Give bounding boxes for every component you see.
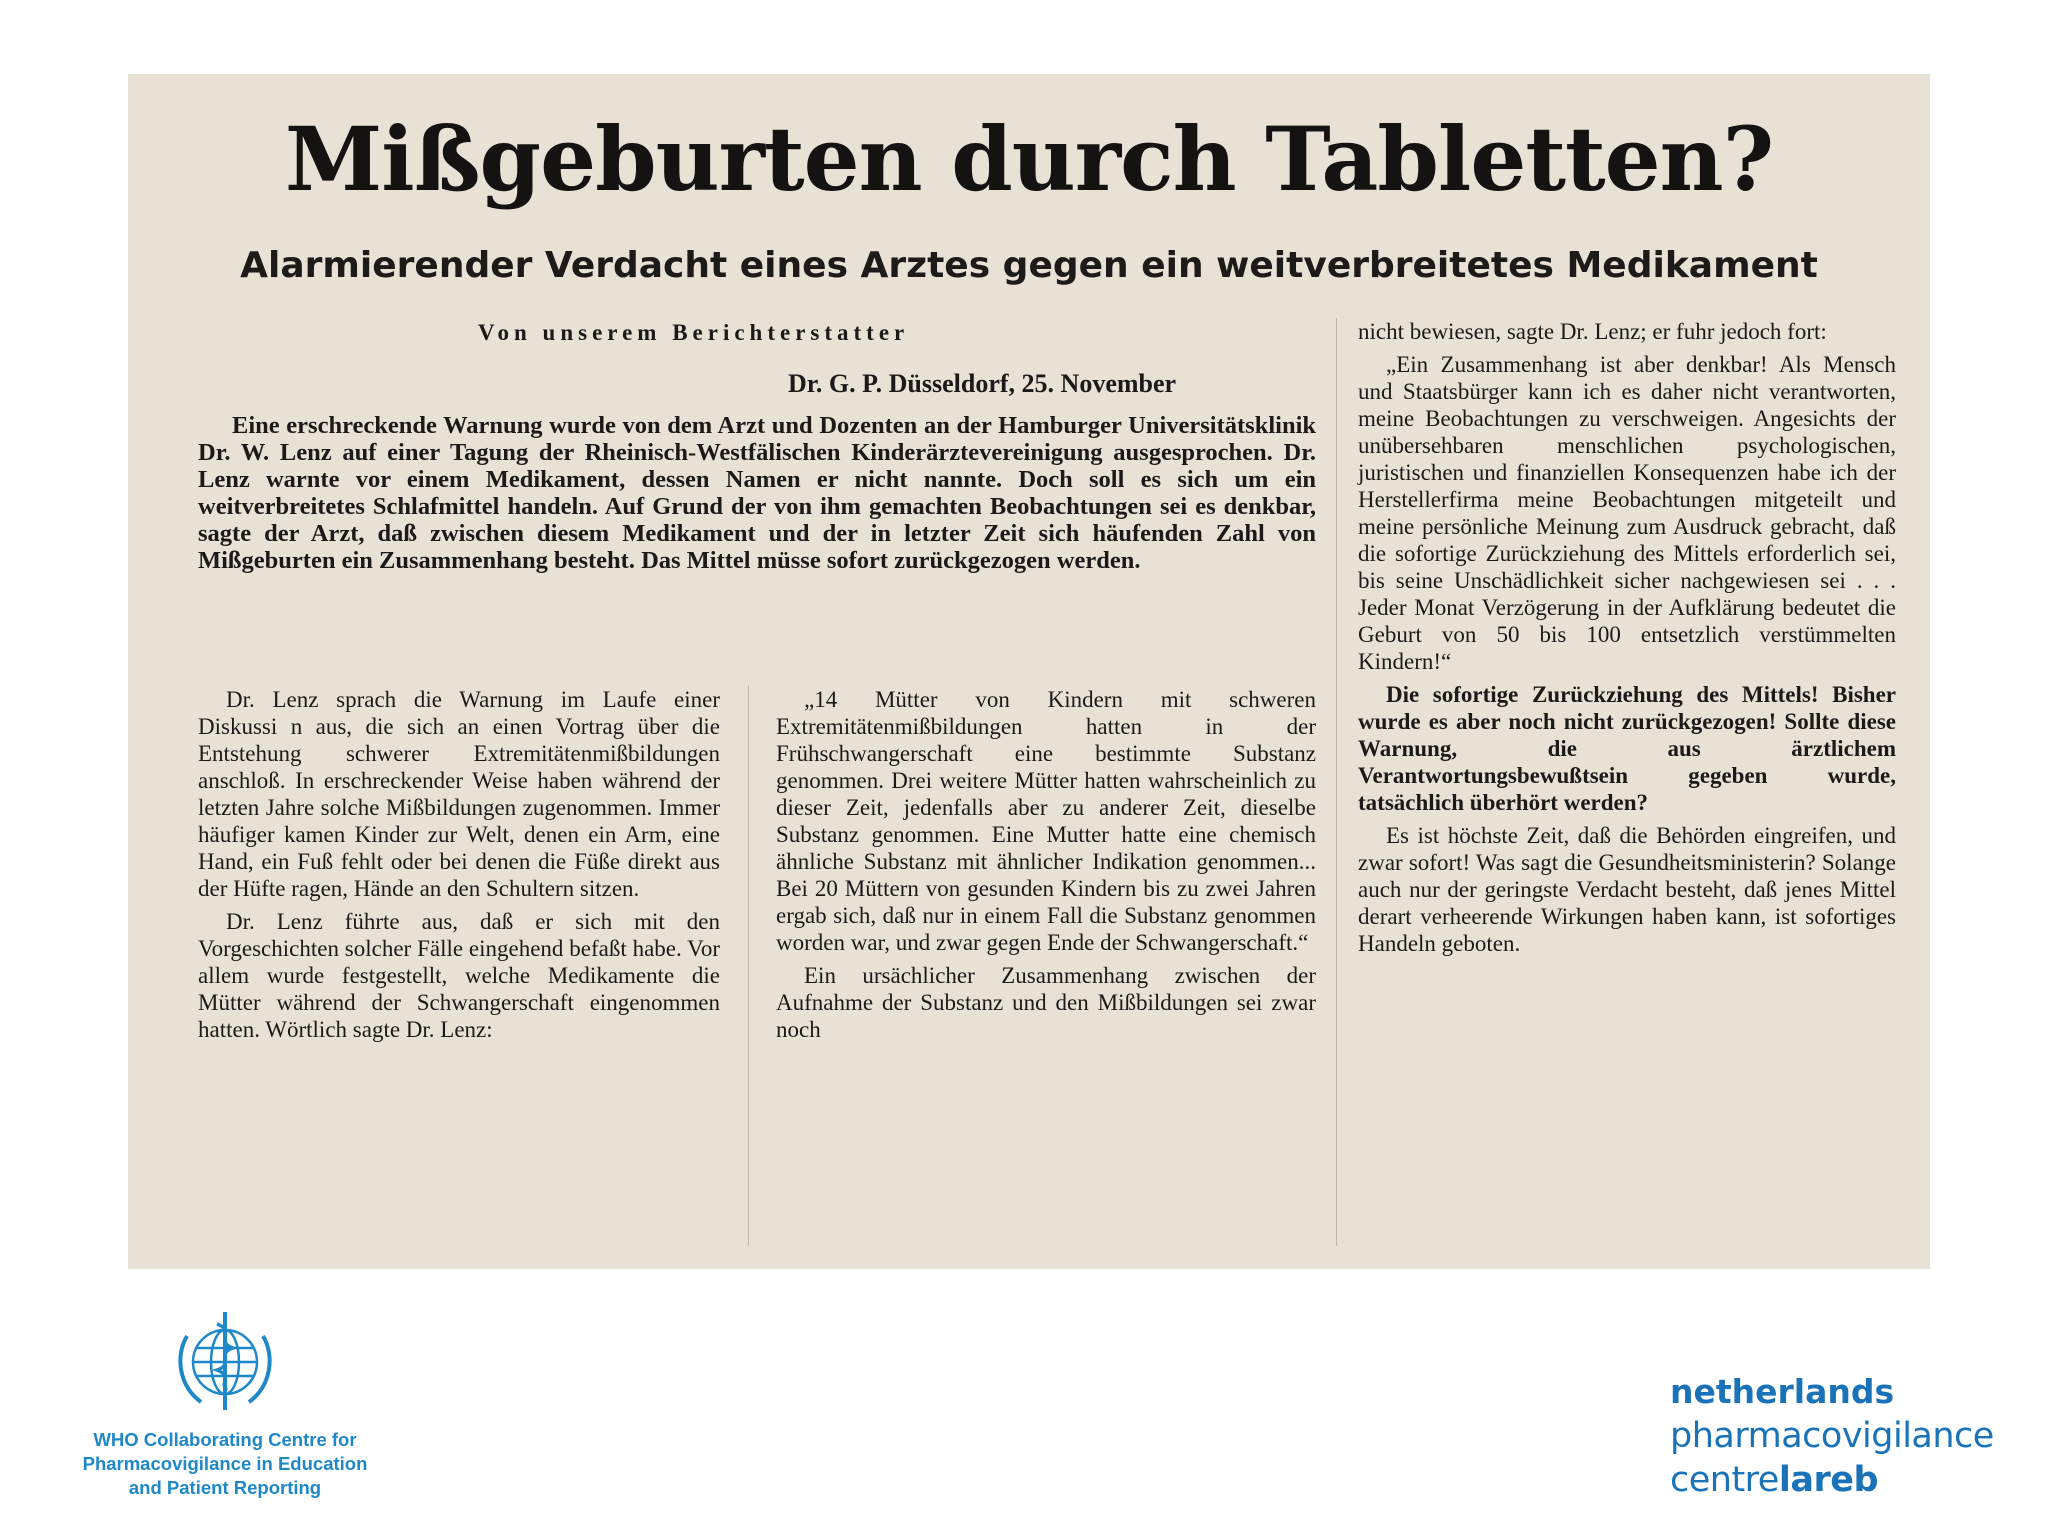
article-lead: Eine erschreckende Warnung wurde von dem Arzt und Dozenten an der Hamburger Universitätsklinik Dr. W. Lenz auf einer Tagung der Rheinisch-Westfälischen Kinderärztevereinigung ausgesprochen. Dr. Lenz warnte vor einem Medikament, dessen Namen er nicht nannte. Doch soll es sich um ein weitverbreitetes Schlafmittel handeln. Auf Grund der von ihm gemachten Beobachtungen sei es denkbar, sagte der Arzt, daß zwischen diesem Medikament und der in letzter Zeit sich häufenden Zahl von Mißgeburten ein Zusammenhang besteht. Das Mittel müsse sofort zurückgezogen werden. bbox=[198, 412, 1316, 574]
paragraph: „Ein Zusammenhang ist aber denkbar! Als Mensch und Staatsbürger kann ich es daher nicht verantworten, meine Beobachtungen zu verschweigen. Angesichts der unübersehbaren menschlichen psychologischen, juristischen und finanziellen Konsequenzen habe ich der Herstellerfirma meine Beobachtungen mitgeteilt und meine persönliche Meinung zum Ausdruck gebracht, daß die sofortige Zurückziehung des Mittels erforderlich sei, bis seine Unschädlichkeit sicher nachgewiesen sei . . . Jeder Monat Verzögerung in der Aufklärung bedeutet die Geburt von 50 bis 100 entsetzlich verstümmelten Kindern!“ bbox=[1358, 352, 1896, 674]
lareb-logo-line: pharmacovigilance bbox=[1670, 1416, 1994, 1456]
article-subheadline: Alarmierender Verdacht eines Arztes gegen ein weitverbreitetes Medikament bbox=[240, 245, 1818, 286]
article-column-2 bbox=[776, 686, 1316, 1049]
newspaper-clipping bbox=[128, 74, 1930, 1269]
paragraph: Dr. Lenz sprach die Warnung im Laufe einer Diskussi n aus, die sich an einen Vortrag über die Entstehung schwerer Extremitätenmißbildungen anschloß. In erschreckender Weise haben während der letzten Jahre solche Mißbildungen zugenommen. Immer häufiger kamen Kinder zur Welt, denen ein Arm, eine Hand, ein Fuß fehlt oder bei denen die Füße direkt aus der Hüfte ragen, Hände an den Schultern sitzen. bbox=[198, 687, 720, 901]
article-column-1 bbox=[198, 686, 720, 1049]
who-caption-line: and Patient Reporting bbox=[128, 1477, 322, 1498]
paragraph: „14 Mütter von Kindern mit schweren Extremitätenmißbildungen hatten in der Frühschwangerschaft eine bestimmte Substanz genommen. Drei weitere Mütter hatten wahrscheinlich zu dieser Zeit, jedenfalls aber zu anderer Zeit, dieselbe Substanz genommen. Eine Mutter hatte eine chemisch ähnliche Substanz mit ähnlicher Indikation genommen... Bei 20 Müttern von gesunden Kindern bis zu zwei Jahren ergab sich, daß nur in einem Fall die Substanz genommen worden war, und zwar gegen Ende der Schwangerschaft.“ bbox=[776, 687, 1316, 955]
lareb-logo-line: netherlands bbox=[1670, 1372, 1895, 1411]
column-divider bbox=[748, 686, 749, 1246]
article-byline: Von unserem Berichterstatter bbox=[478, 320, 910, 345]
paragraph: Ein ursächlicher Zusammenhang zwischen der Aufnahme der Substanz und den Mißbildungen sei zwar noch bbox=[776, 963, 1316, 1042]
paragraph: Es ist höchste Zeit, daß die Behörden eingreifen, und zwar sofort! Was sagt die Gesundheitsministerin? Solange auch nur der geringste Verdacht besteht, daß jenes Mittel derart verheerende Wirkungen haben kann, ist sofortiges Handeln geboten. bbox=[1358, 823, 1896, 956]
who-emblem-icon bbox=[165, 1306, 285, 1416]
article-dateline: Dr. G. P. Düsseldorf, 25. November bbox=[788, 369, 1177, 398]
lareb-logo-line bbox=[1670, 1458, 1994, 1502]
lareb-logo-name: lareb bbox=[1778, 1460, 1879, 1500]
column-divider bbox=[1336, 318, 1337, 1246]
who-caption-line: Pharmacovigilance in Education bbox=[82, 1453, 368, 1474]
article-column-3 bbox=[1358, 318, 1896, 963]
paragraph: Dr. Lenz führte aus, daß er sich mit den Vorgeschichten solcher Fälle eingehend befaßt habe. Vor allem wurde festgestellt, welche Medikamente die Mütter während der Schwangerschaft eingenommen hatten. Wörtlich sagte Dr. Lenz: bbox=[198, 909, 720, 1042]
article-headline: Mißgeburten durch Tabletten? bbox=[284, 107, 1774, 211]
lareb-logo bbox=[1670, 1370, 1994, 1502]
paragraph-bold: Die sofortige Zurückziehung des Mittels! Bisher wurde es aber noch nicht zurückgezogen! Sollte diese Warnung, die aus ärztlichem Verantwortungsbewußtsein gegeben wurde, tatsächlich überhört werden? bbox=[1358, 682, 1896, 815]
lareb-logo-centre: centre bbox=[1670, 1460, 1779, 1500]
who-caption-line: WHO Collaborating Centre for bbox=[93, 1429, 357, 1450]
paragraph: nicht bewiesen, sagte Dr. Lenz; er fuhr jedoch fort: bbox=[1358, 319, 1827, 344]
who-caption bbox=[58, 1428, 392, 1500]
